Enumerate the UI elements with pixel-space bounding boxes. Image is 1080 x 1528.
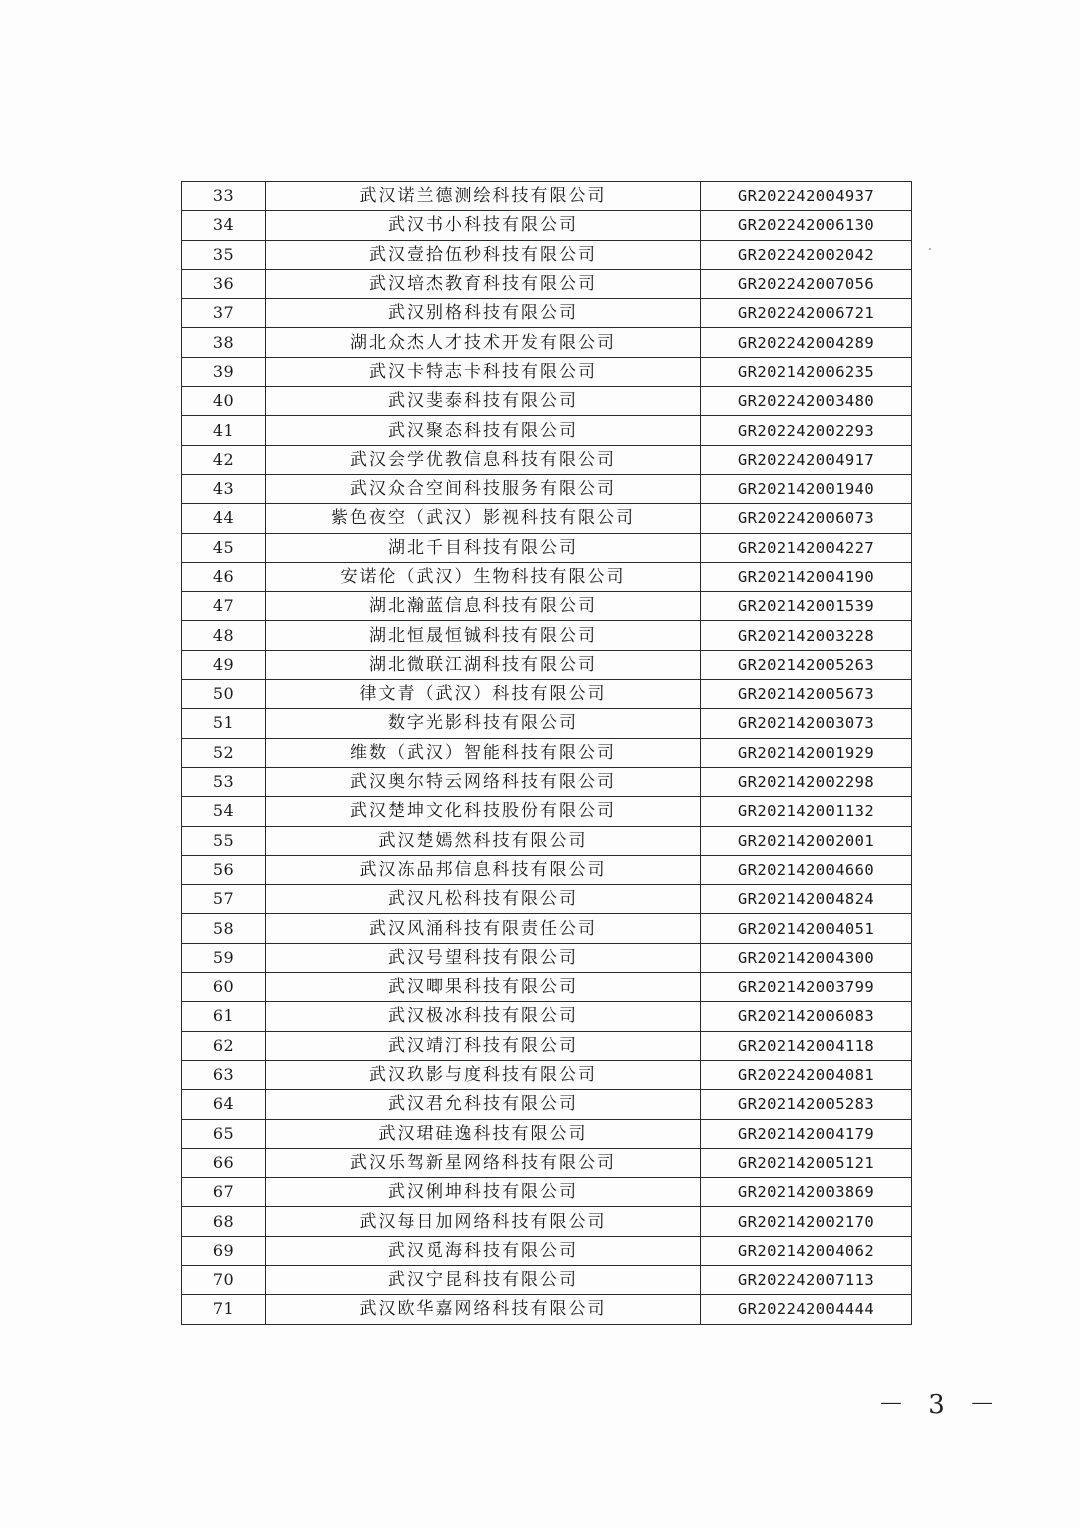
row-number-cell: 34 — [182, 211, 266, 240]
scan-speck — [929, 248, 931, 250]
row-number-cell: 39 — [182, 357, 266, 386]
row-number-cell: 64 — [182, 1090, 266, 1119]
row-number-cell: 69 — [182, 1236, 266, 1265]
table-row — [182, 1031, 912, 1060]
company-list-table — [181, 181, 912, 1325]
certificate-code-cell: GR202142005263 — [701, 650, 912, 679]
company-name-cell: 武汉斐泰科技有限公司 — [266, 387, 701, 416]
table-row — [182, 269, 912, 298]
table-row — [182, 211, 912, 240]
row-number-cell: 46 — [182, 562, 266, 591]
certificate-code-cell: GR202142006235 — [701, 357, 912, 386]
company-name-cell: 武汉会学优教信息科技有限公司 — [266, 445, 701, 474]
company-name-cell: 武汉聚态科技有限公司 — [266, 416, 701, 445]
company-name-cell: 数字光影科技有限公司 — [266, 709, 701, 738]
table-row — [182, 1295, 912, 1324]
company-name-cell: 武汉号望科技有限公司 — [266, 943, 701, 972]
certificate-code-cell: GR202242006130 — [701, 211, 912, 240]
row-number-cell: 49 — [182, 650, 266, 679]
certificate-code-cell: GR202242006073 — [701, 504, 912, 533]
row-number-cell: 37 — [182, 299, 266, 328]
row-number-cell: 43 — [182, 474, 266, 503]
table-row — [182, 621, 912, 650]
table-row — [182, 973, 912, 1002]
row-number-cell: 42 — [182, 445, 266, 474]
table-row — [182, 1148, 912, 1177]
row-number-cell: 50 — [182, 680, 266, 709]
certificate-code-cell: GR202142004824 — [701, 885, 912, 914]
row-number-cell: 57 — [182, 885, 266, 914]
company-name-cell: 安诺伦（武汉）生物科技有限公司 — [266, 562, 701, 591]
certificate-code-cell: GR202142004300 — [701, 943, 912, 972]
certificate-code-cell: GR202142005673 — [701, 680, 912, 709]
table-row — [182, 1002, 912, 1031]
certificate-code-cell: GR202142004227 — [701, 533, 912, 562]
certificate-code-cell: GR202242007113 — [701, 1265, 912, 1294]
row-number-cell: 41 — [182, 416, 266, 445]
table-row — [182, 504, 912, 533]
row-number-cell: 66 — [182, 1148, 266, 1177]
table-row — [182, 709, 912, 738]
table-row — [182, 914, 912, 943]
company-name-cell: 湖北瀚蓝信息科技有限公司 — [266, 592, 701, 621]
table-row — [182, 1119, 912, 1148]
row-number-cell: 59 — [182, 943, 266, 972]
table-row — [182, 445, 912, 474]
certificate-code-cell: GR202142004660 — [701, 855, 912, 884]
page-number: － 3 － — [878, 1390, 1004, 1420]
table-row — [182, 738, 912, 767]
certificate-code-cell: GR202142004051 — [701, 914, 912, 943]
table-row — [182, 416, 912, 445]
row-number-cell: 36 — [182, 269, 266, 298]
certificate-code-cell: GR202242002293 — [701, 416, 912, 445]
certificate-code-cell: GR202142003799 — [701, 973, 912, 1002]
table-row — [182, 1236, 912, 1265]
company-name-cell: 武汉培杰教育科技有限公司 — [266, 269, 701, 298]
company-name-cell: 武汉唧果科技有限公司 — [266, 973, 701, 1002]
table-row — [182, 885, 912, 914]
certificate-code-cell: GR202242004289 — [701, 328, 912, 357]
company-name-cell: 湖北千目科技有限公司 — [266, 533, 701, 562]
table-row — [182, 240, 912, 269]
certificate-code-cell: GR202142002001 — [701, 826, 912, 855]
row-number-cell: 58 — [182, 914, 266, 943]
company-name-cell: 武汉楚嫣然科技有限公司 — [266, 826, 701, 855]
company-name-cell: 湖北微联江湖科技有限公司 — [266, 650, 701, 679]
company-name-cell: 紫色夜空（武汉）影视科技有限公司 — [266, 504, 701, 533]
table-row — [182, 855, 912, 884]
row-number-cell: 65 — [182, 1119, 266, 1148]
table-row — [182, 533, 912, 562]
company-name-cell: 武汉别格科技有限公司 — [266, 299, 701, 328]
table-row — [182, 387, 912, 416]
table-row — [182, 650, 912, 679]
row-number-cell: 35 — [182, 240, 266, 269]
table-row — [182, 1060, 912, 1089]
table-row — [182, 328, 912, 357]
certificate-code-cell: GR202242002042 — [701, 240, 912, 269]
certificate-code-cell: GR202242004081 — [701, 1060, 912, 1089]
table-row — [182, 1265, 912, 1294]
table-row — [182, 592, 912, 621]
company-name-cell: 武汉卡特志卡科技有限公司 — [266, 357, 701, 386]
company-name-cell: 武汉觅海科技有限公司 — [266, 1236, 701, 1265]
table-row — [182, 943, 912, 972]
company-name-cell: 武汉书小科技有限公司 — [266, 211, 701, 240]
certificate-code-cell: GR202142003073 — [701, 709, 912, 738]
row-number-cell: 52 — [182, 738, 266, 767]
company-name-cell: 湖北众杰人才技术开发有限公司 — [266, 328, 701, 357]
company-name-cell: 武汉奥尔特云网络科技有限公司 — [266, 767, 701, 796]
row-number-cell: 56 — [182, 855, 266, 884]
certificate-code-cell: GR202142004062 — [701, 1236, 912, 1265]
certificate-code-cell: GR202142001132 — [701, 797, 912, 826]
company-name-cell: 武汉珺硅逸科技有限公司 — [266, 1119, 701, 1148]
row-number-cell: 44 — [182, 504, 266, 533]
table-row — [182, 1178, 912, 1207]
company-name-cell: 武汉壹拾伍秒科技有限公司 — [266, 240, 701, 269]
company-name-cell: 湖北恒晟恒铖科技有限公司 — [266, 621, 701, 650]
certificate-code-cell: GR202142005283 — [701, 1090, 912, 1119]
company-name-cell: 武汉凡松科技有限公司 — [266, 885, 701, 914]
company-name-cell: 武汉众合空间科技服务有限公司 — [266, 474, 701, 503]
company-name-cell: 武汉俐坤科技有限公司 — [266, 1178, 701, 1207]
row-number-cell: 38 — [182, 328, 266, 357]
certificate-code-cell: GR202242004444 — [701, 1295, 912, 1324]
company-name-cell: 武汉君允科技有限公司 — [266, 1090, 701, 1119]
table-row — [182, 182, 912, 211]
certificate-code-cell: GR202142004118 — [701, 1031, 912, 1060]
row-number-cell: 55 — [182, 826, 266, 855]
row-number-cell: 33 — [182, 182, 266, 211]
table-body — [182, 182, 912, 1325]
row-number-cell: 70 — [182, 1265, 266, 1294]
company-name-cell: 武汉乐驾新星网络科技有限公司 — [266, 1148, 701, 1177]
table-row — [182, 357, 912, 386]
certificate-code-cell: GR202142001929 — [701, 738, 912, 767]
certificate-code-cell: GR202142001940 — [701, 474, 912, 503]
certificate-code-cell: GR202142003869 — [701, 1178, 912, 1207]
certificate-code-cell: GR202242003480 — [701, 387, 912, 416]
certificate-code-cell: GR202242004917 — [701, 445, 912, 474]
company-name-cell: 武汉宁昆科技有限公司 — [266, 1265, 701, 1294]
row-number-cell: 61 — [182, 1002, 266, 1031]
company-name-cell: 维数（武汉）智能科技有限公司 — [266, 738, 701, 767]
company-name-cell: 武汉冻品邦信息科技有限公司 — [266, 855, 701, 884]
certificate-code-cell: GR202142002170 — [701, 1207, 912, 1236]
table-row — [182, 826, 912, 855]
table-row — [182, 767, 912, 796]
company-name-cell: 武汉玖影与度科技有限公司 — [266, 1060, 701, 1089]
company-name-cell: 武汉每日加网络科技有限公司 — [266, 1207, 701, 1236]
company-name-cell: 律文青（武汉）科技有限公司 — [266, 680, 701, 709]
table-row — [182, 680, 912, 709]
table-row — [182, 1207, 912, 1236]
table-row — [182, 562, 912, 591]
certificate-code-cell: GR202142006083 — [701, 1002, 912, 1031]
table-row — [182, 797, 912, 826]
certificate-code-cell: GR202242007056 — [701, 269, 912, 298]
certificate-code-cell: GR202242006721 — [701, 299, 912, 328]
row-number-cell: 45 — [182, 533, 266, 562]
company-name-cell: 武汉极冰科技有限公司 — [266, 1002, 701, 1031]
row-number-cell: 60 — [182, 973, 266, 1002]
table-row — [182, 1090, 912, 1119]
row-number-cell: 67 — [182, 1178, 266, 1207]
row-number-cell: 54 — [182, 797, 266, 826]
row-number-cell: 53 — [182, 767, 266, 796]
row-number-cell: 51 — [182, 709, 266, 738]
certificate-code-cell: GR202242004937 — [701, 182, 912, 211]
row-number-cell: 62 — [182, 1031, 266, 1060]
certificate-code-cell: GR202142004179 — [701, 1119, 912, 1148]
company-name-cell: 武汉欧华嘉网络科技有限公司 — [266, 1295, 701, 1324]
company-name-cell: 武汉靖汀科技有限公司 — [266, 1031, 701, 1060]
company-name-cell: 武汉楚坤文化科技股份有限公司 — [266, 797, 701, 826]
company-name-cell: 武汉诺兰德测绘科技有限公司 — [266, 182, 701, 211]
certificate-code-cell: GR202142004190 — [701, 562, 912, 591]
certificate-code-cell: GR202142001539 — [701, 592, 912, 621]
row-number-cell: 63 — [182, 1060, 266, 1089]
company-name-cell: 武汉风涌科技有限责任公司 — [266, 914, 701, 943]
row-number-cell: 47 — [182, 592, 266, 621]
table-row — [182, 299, 912, 328]
row-number-cell: 71 — [182, 1295, 266, 1324]
row-number-cell: 40 — [182, 387, 266, 416]
row-number-cell: 48 — [182, 621, 266, 650]
table-row — [182, 474, 912, 503]
certificate-code-cell: GR202142002298 — [701, 767, 912, 796]
row-number-cell: 68 — [182, 1207, 266, 1236]
certificate-code-cell: GR202142003228 — [701, 621, 912, 650]
certificate-code-cell: GR202142005121 — [701, 1148, 912, 1177]
